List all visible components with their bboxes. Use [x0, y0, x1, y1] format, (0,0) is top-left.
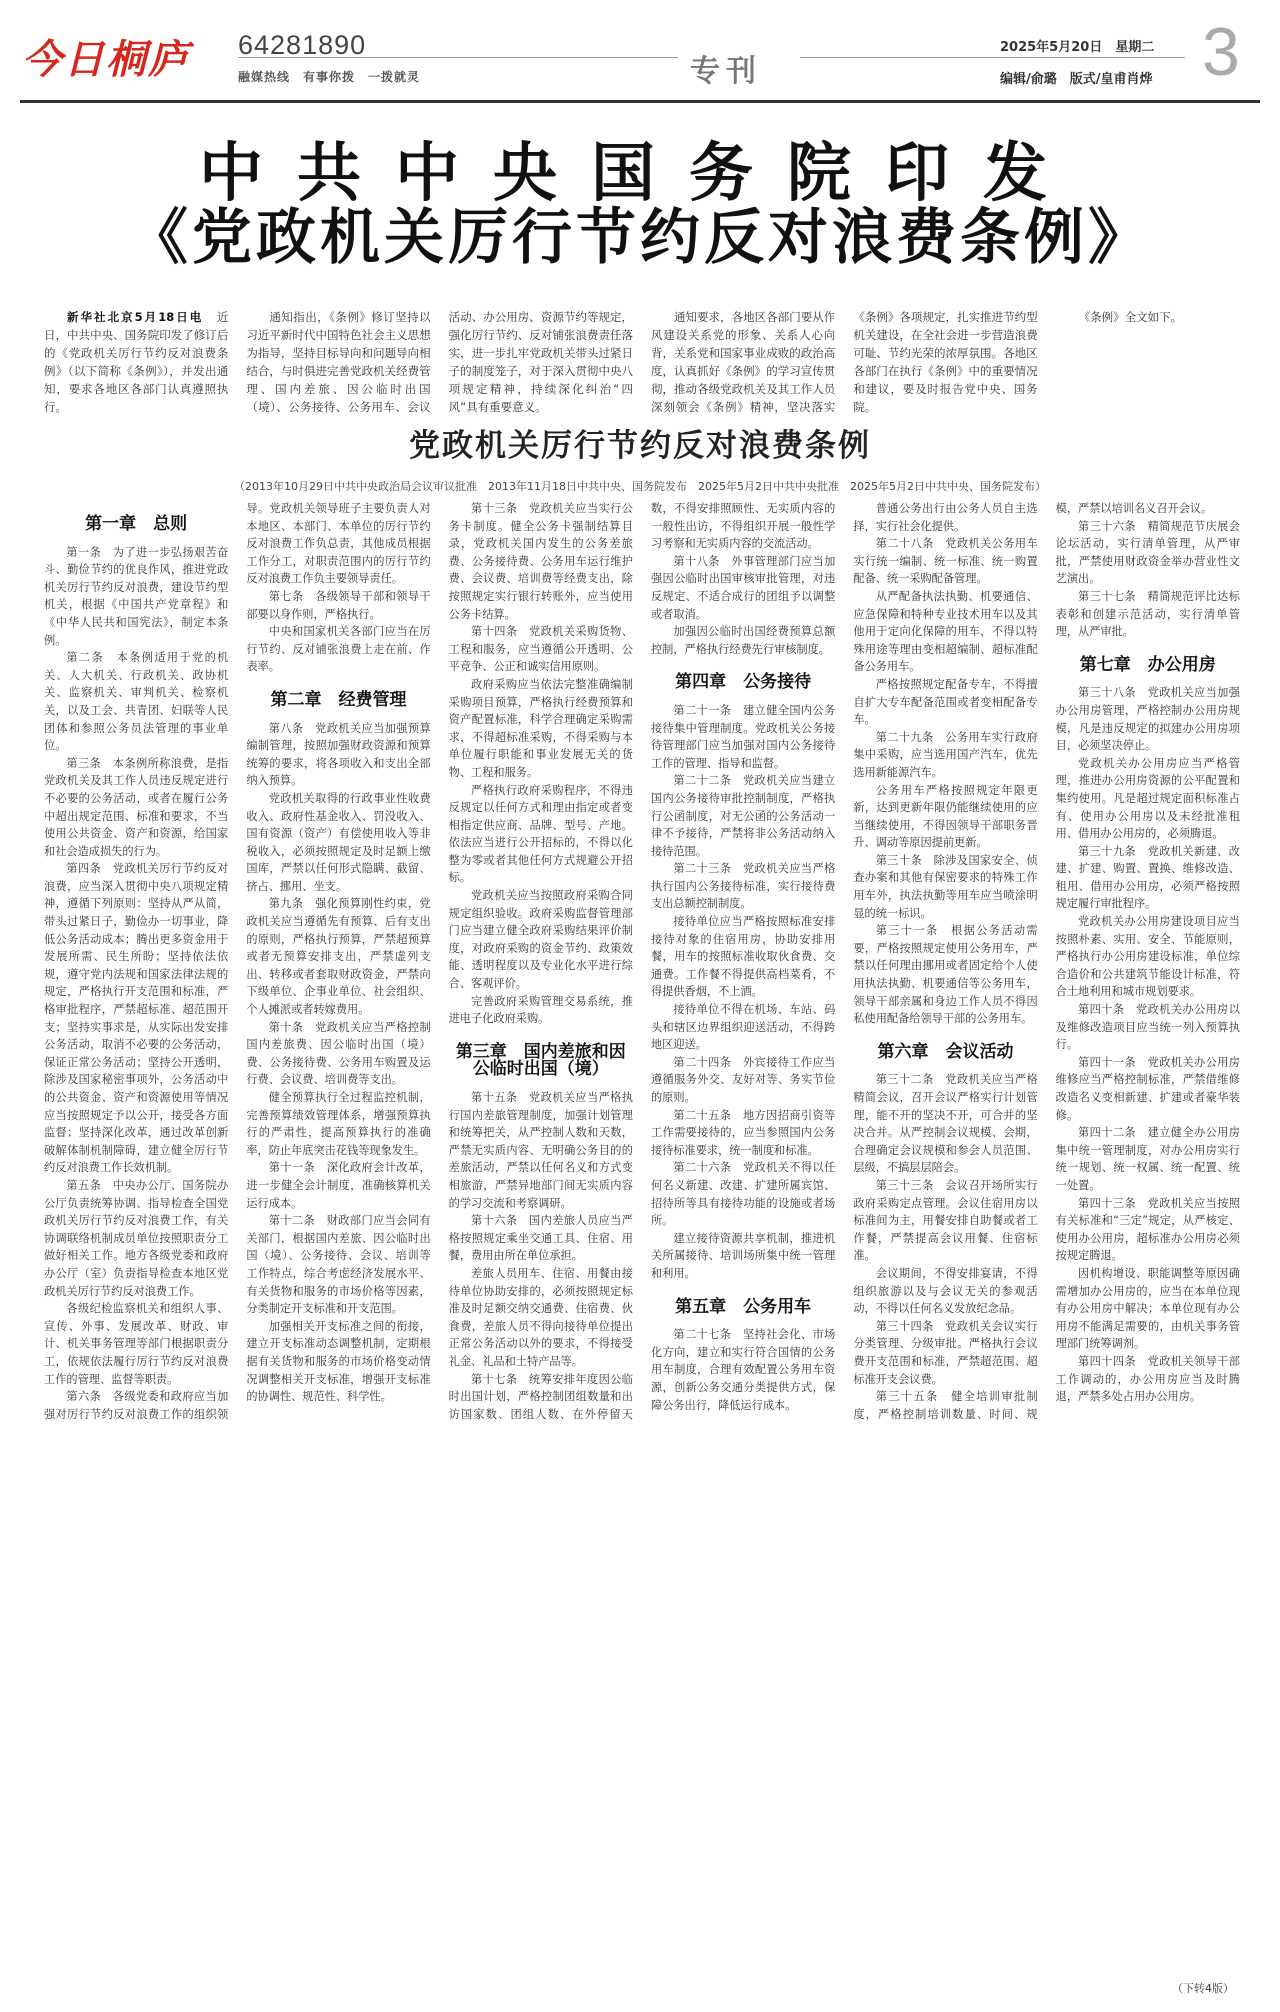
article-paragraph: 中央和国家机关各部门应当在厉行节约、反对铺张浪费上走在前、作表率。 [246, 625, 431, 674]
article-paragraph: 第三十七条 精简规范评比达标表彰和创建示范活动，实行清单管理，从严审批。 [1055, 589, 1240, 639]
article-paragraph: 第四条 党政机关厉行节约反对浪费，应当深入贯彻中央八项规定精神，遵循下列原则：坚持从严从简，带头过紧日子，勤俭办一切事业，降低公务活动成本；腾出更多资金用于发展所需、民生所盼；坚持依法依规，遵守党内法规和国家法律法规的规定，严格执行开支范围和标准，严格审批程序，严禁超标准、超范围开支；坚持实事求是，从实际出发安排公务活动，取消不必要的公务活动，保证正常公务活动；坚持公开透明，除涉及国家秘密事项外，公务活动中的公共资金、资产和资源使用等情况应当按照规定予以公开，接受各方面监督；坚持深化改革，通过改革创新破解体制机制障碍，建立健全厉行节约反对浪费工作长效机制。 [44, 862, 229, 1175]
article-paragraph: 政府采购应当依法完整准确编制采购项目预算，严格执行经费预算和资产配置标准，科学合理确定采购需求，不得超标准采购，不得采购与本单位履行职能和事业发展无关的货物、工程和服务。 [448, 677, 633, 779]
article-paragraph: 会议期间，不得安排宴请，不得组织旅游以及与会议无关的参观活动，不得以任何名义发放纪念品。 [853, 1266, 1038, 1316]
article-paragraph: 第十八条 外事管理部门应当加强因公临时出国审核审批管理，对违反规定、不适合成行的团组予以调整或者取消。 [650, 554, 836, 621]
article-paragraph: 第十五条 党政机关应当严格执行国内差旅管理制度，加强计划管理和统筹把关，从严控制人数和天数，严禁无实质内容、无明确公务目的的差旅活动，严禁以任何名义和方式变相旅游，严禁异地部门间无实质内容的学习交流和考察调研。 [448, 1091, 633, 1210]
article-paragraph: 接待单位不得在机场、车站、码头和辖区边界组织迎送活动，不得跨地区迎送。 [650, 1003, 836, 1052]
article-paragraph: 第十条 党政机关应当严格控制国内差旅费、因公临时出国（境）费、公务接待费、公务用车购置及运行费、会议费、培训费等支出。 [246, 1020, 431, 1087]
article-paragraph: 党政机关应当按照政府采购合同规定组织验收。政府采购监督管理部门应当建立健全政府采购结果评价制度，对政府采购的资金节约、政策效能、透明程度以及专业化水平进行综合、客观评价。 [448, 889, 633, 991]
news-intro [44, 308, 1240, 418]
article-paragraph: 第十七条 统筹安排年度因公临时出国计划，严格控制团组数量和出访国家数、团组人数、在外停留天数，不得安排照顾性、无实质内容的一般性出访，不得组织开展一般性学习考察和无实质内容的交流活动。 [448, 502, 836, 1421]
masthead [0, 0, 1280, 100]
chapter-heading: 第四章 公务接待 [675, 672, 812, 693]
article-paragraph: 第三十八条 党政机关应当加强办公用房管理，严格控制办公用房规模，凡是违反规定的拟建办公用房项目，必须坚决停止。 [1055, 686, 1240, 753]
chapter-heading: 第一章 总则 [85, 514, 188, 534]
chapter-heading: 第五章 公务用车 [675, 1296, 812, 1317]
article-paragraph: 完善政府采购管理交易系统，推进电子化政府采购。 [448, 994, 633, 1026]
article-paragraph: 第二十三条 党政机关应当严格执行国内公务接待标准，实行接待费支出总额控制制度。 [650, 862, 836, 911]
section-name: 专刊 [690, 54, 762, 89]
newspaper-logo: 今日桐庐 [22, 36, 190, 83]
headline-line-1: 中共中央国务院印发 [199, 136, 1081, 211]
continued-note: （下转4版） [1172, 1982, 1234, 1995]
article-paragraph: 第三条 本条例所称浪费，是指党政机关及其工作人员违反规定进行不必要的公务活动，或者在履行公务中超出规定范围、标准和要求，不当使用公共资金、资产和资源，给国家和社会造成损失的行为。 [44, 756, 229, 858]
intro-text: 近日，中共中央、国务院印发了修订后的《党政机关厉行节约反对浪费条例》（以下简称《条例》），并发出通知，要求各地区各部门认真遵照执行。 [44, 310, 229, 414]
regulation-subtitle: （2013年10月29日中共中央政治局会议审议批准 2013年11月18日中共中央、国务院发布 2025年5月2日中共中央批准 2025年5月2日中共中央、国务院发布） [234, 480, 1046, 493]
article-paragraph: 第二十九条 公务用车实行政府集中采购，应当选用国产汽车，优先选用新能源汽车。 [853, 730, 1038, 779]
article-paragraph: 第二十四条 外宾接待工作应当遵循服务外交、友好对等、务实节俭的原则。 [650, 1055, 836, 1104]
article-paragraph: 党政机关办公用房应当严格管理，推进办公用房资源的公平配置和集约使用。凡是超过规定面积标准占有、使用办公用房以及未经批准租用、借用办公用房的，必须腾退。 [1055, 756, 1240, 841]
article-paragraph: 各级纪检监察机关和组织人事、宣传、外事、发展改革、财政、审计、机关事务管理等部门根据职责分工，依规依法履行厉行节约反对浪费工作的管理、监督等职责。 [44, 1302, 229, 1386]
article-paragraph: 第六条 各级党委和政府应当加强对厉行节约反对浪费工作的组织领导。党政机关领导班子主要负责人对本地区、本部门、本单位的厉行节约反对浪费工作负总责，其他成员根据工作分工，对职责范围内的厉行节约反对浪费工作负主要领导责任。 [44, 502, 431, 1421]
intro-paragraph [1056, 308, 1240, 326]
chapter-heading: 第二章 经费管理 [270, 689, 407, 710]
article-paragraph: 接待单位应当严格按照标准安排接待对象的住宿用房，协助安排用餐，用车的按照标准收取伙食费、交通费。工作餐不得提供高档菜肴，不得提供香烟，不上酒。 [650, 915, 836, 999]
article-paragraph: 严格执行政府采购程序，不得违反规定以任何方式和理由指定或者变相指定供应商、品牌、型号、产地。依法应当进行公开招标的，不得以化整为零或者其他任何方式规避公开招标。 [448, 783, 633, 885]
hotline-number: 64281890 [238, 30, 367, 60]
intro-text: 通知指出，《条例》修订坚持以习近平新时代中国特色社会主义思想为指导，坚持目标导向和问题导向相结合，与时俱进完善党政机关经费管理、国内差旅、因公临时出国（境）、公务接待、公务用车、会议活动、办公用房、资源节约等规定，强化厉行节约、反对铺张浪费责任落实，进一步扎牢党政机关带头过紧日子的制度笼子，对于深入贯彻中央八项规定精神，持续深化纠治“四风”具有重要意义。 [246, 310, 633, 414]
article-paragraph: 第四十二条 建立健全办公用房集中统一管理制度，对办公用房实行统一规划、统一权属、统一配置、统一处置。 [1055, 1126, 1240, 1192]
article-paragraph: 第三十九条 党政机关新建、改建、扩建、购置、置换、维修改造、租用、借用办公用房，必须严格按照规定履行审批程序。 [1055, 844, 1240, 911]
page-number: 3 [1202, 14, 1240, 90]
article-paragraph: 建立接待资源共享机制，推进机关所属接待、培训场所集中统一管理和利用。 [650, 1231, 836, 1280]
article-paragraph: 第十六条 国内差旅人员应当严格按照规定乘坐交通工具、住宿、用餐，费用由所在单位承担。 [448, 1214, 633, 1263]
article-paragraph: 第三十四条 党政机关会议实行分类管理、分级审批。严格执行会议费开支范围和标准，严禁超范围、超标准开支会议费。 [853, 1319, 1038, 1386]
issue-date: 2025年5月20日 星期二 [1000, 40, 1155, 55]
hotline-slogan: 融媒热线 有事你拨 一拨就灵 [238, 70, 421, 84]
article-paragraph: 第三十五条 健全培训审批制度，严格控制培训数量、时间、规模，严禁以培训名义召开会议。 [853, 502, 1213, 1421]
chapter-heading: 第七章 办公用房 [1079, 654, 1216, 675]
article-paragraph: 普通公务出行由公务人员自主选择，实行社会化提供。 [853, 502, 1038, 533]
article-paragraph: 第三十六条 精简规范节庆展会论坛活动，实行清单管理，从严审批，严禁使用财政资金举办营业性文艺演出。 [1055, 519, 1240, 586]
article-paragraph: 差旅人员用车、住宿、用餐由接待单位协助安排的，必须按照规定标准及时足额交纳交通费、住宿费、伙食费，差旅人员不得向接待单位提出正常公务活动以外的要求，不得接受礼金、礼品和土特产品等。 [448, 1266, 633, 1368]
article-paragraph: 加强相关开支标准之间的衔接，建立开支标准动态调整机制，定期根据有关货物和服务的市场价格变动情况调整相关开支标准，增强开支标准的协调性、规范性、科学性。 [246, 1319, 431, 1404]
article-paragraph: 第八条 党政机关应当加强预算编制管理，按照加强财政资源和预算统筹的要求，将各项收入和支出全部纳入预算。 [246, 721, 431, 788]
intro-text: 通知要求，各地区各部门要从作风建设关系党的形象、关系人心向背，关系党和国家事业成败的政治高度，认真抓好《条例》的学习宣传贯彻，推动各级党政机关及其工作人员深刻领会《条例》精神，坚决落实《条例》各项规定，扎实推进节约型机关建设，在全社会进一步营造浪费可耻、节约光荣的浓厚氛围。各地区各部门在执行《条例》中的重要情况和建议，要及时报告党中央、国务院。 [650, 310, 1038, 414]
masthead-rule-right [800, 57, 1185, 58]
article-paragraph: 第七条 各级领导干部和领导干部要以身作则，严格执行。 [246, 589, 431, 621]
article-paragraph: 第一条 为了进一步弘扬艰苦奋斗、勤俭节约的优良作风，推进党政机关厉行节约反对浪费，建设节约型机关，根据《中国共产党章程》和《中华人民共和国宪法》，制定本条例。 [44, 545, 229, 647]
masthead-rule-left [238, 57, 678, 58]
article-paragraph: 第四十三条 党政机关应当按照有关标准和“三定”规定，从严核定、使用办公用房，超标准办公用房必须按规定腾退。 [1055, 1196, 1240, 1263]
article-paragraph: 第三十二条 党政机关应当严格精简会议，召开会议严格实行计划管理，能不开的坚决不开，可合并的坚决合并。从严控制会议规模、会期，合理确定会议规模和参会人员范围、层级，不搞层层陪会。 [853, 1073, 1038, 1175]
chapter-heading: 第六章 会议活动 [877, 1041, 1014, 1062]
article-paragraph: 从严配备执法执勤、机要通信、应急保障和特种专业技术用车以及其他用于定向化保障的用车，不得以特殊用途等理由变相超编制、超标准配备公务用车。 [853, 589, 1038, 674]
regulation-title: 党政机关厉行节约反对浪费条例 [409, 428, 871, 464]
article-paragraph: 党政机关办公用房建设项目应当按照朴素、实用、安全、节能原则，严格执行办公用房建设标准，单位综合造价和公共建筑节能设计标准，符合土地利用和城市规划要求。 [1055, 915, 1240, 999]
article-paragraph: 第十一条 深化政府会计改革，进一步健全会计制度，准确核算机关运行成本。 [246, 1161, 431, 1210]
article-paragraph: 第二十一条 建立健全国内公务接待集中管理制度。党政机关公务接待管理部门应当加强对国内公务接待工作的管理、指导和监督。 [650, 703, 836, 770]
article-paragraph: 第四十四条 党政机关领导干部工作调动的，办公用房应当及时腾退，严禁多处占用办公用房。 [1055, 1354, 1240, 1404]
article-paragraph: 党政机关取得的行政事业性收费收入、政府性基金收入、罚没收入、国有资源（资产）有偿使用收入等非税收入，必须按照规定及时足额上缴国库，严禁以任何形式隐瞒、截留、挤占、挪用、坐支。 [246, 791, 431, 893]
article-paragraph: 因机构增设、职能调整等原因确需增加办公用房的，应当在本单位现有办公用房中解决；本单位现有办公用房不能满足需要的，由机关事务管理部门统筹调剂。 [1055, 1266, 1240, 1351]
article-paragraph: 公务用车严格按照规定年限更新，达到更新年限仍能继续使用的应当继续使用，不得因领导干部职务晋升、调动等原因提前更新。 [853, 783, 1038, 850]
intro-text: 《条例》全文如下。 [1078, 310, 1183, 324]
intro-paragraph [246, 308, 633, 416]
article-paragraph: 第二十二条 党政机关应当建立国内公务接待审批控制制度，严格执行公函制度，对无公函的公务活动一律不予接待，严禁将非公务活动纳入接待范围。 [650, 774, 836, 858]
article-paragraph: 第四十一条 党政机关办公用房维修应当严格控制标准，严禁借维修改造名义变相新建、扩建或者豪华装修。 [1055, 1055, 1240, 1122]
article-paragraph: 健全预算执行全过程监控机制，完善预算绩效管理体系，增强预算执行的严肃性，提高预算执行的准确率，防止年底突击花钱等现象发生。 [246, 1091, 431, 1157]
article-paragraph: 第三十条 除涉及国家安全、侦查办案和其他有保密要求的特殊工作用车外，执法执勤等用车应当喷涂明显的统一标识。 [853, 853, 1038, 920]
chapter-heading: 第三章 国内差旅和因公临时出国（境） [455, 1041, 626, 1080]
article-paragraph: 第五条 中央办公厅、国务院办公厅负责统筹协调、指导检查全国党政机关厉行节约反对浪费工作，有关协调联络机制成员单位按照职责分工做好相关工作。地方各级党委和政府办公厅（室）负责指导检查本地区党政机关厉行节约反对浪费工作。 [44, 1178, 229, 1298]
article-paragraph: 加强因公临时出国经费预算总额控制，严格执行经费先行审核制度。 [650, 625, 836, 656]
article-paragraph: 第三十三条 会议召开场所实行政府采购定点管理。会议住宿用房以标准间为主，用餐安排自助餐或者工作餐，严禁提高会议用餐、住宿标准。 [853, 1178, 1038, 1263]
article-paragraph: 第十三条 党政机关应当实行公务卡制度。健全公务卡强制结算目录，党政机关国内发生的公务差旅费、公务接待费、公务用车运行维护费、会议费、培训费等经费支出，除按照规定实行银行转账外，应当使用公务卡结算。 [448, 502, 633, 621]
article-paragraph: 第二十六条 党政机关不得以任何名义新建、改建、扩建所属宾馆、招待所等具有接待功能的设施或者场所。 [650, 1161, 836, 1228]
editor-credits: 编辑/俞璐 版式/皇甫肖烨 [1000, 72, 1153, 87]
article-paragraph: 严格按照规定配备专车，不得擅自扩大专车配备范围或者变相配备专车。 [853, 677, 1038, 727]
masthead-divider [20, 100, 1260, 103]
article-paragraph: 第十四条 党政机关采购货物、工程和服务，应当遵循公开透明、公平竞争、公正和诚实信用原则。 [448, 625, 633, 674]
intro-paragraph [44, 308, 228, 416]
article-paragraph: 第九条 强化预算刚性约束，党政机关应当遵循先有预算、后有支出的原则，严格执行预算，严禁超预算或者无预算安排支出，严禁虚列支出、转移或者套取财政资金，严禁向下级单位、企事业单位、社会组织、个人摊派或者转嫁费用。 [246, 897, 431, 1017]
article-paragraph: 第二十五条 地方因招商引资等工作需要接待的，应当参照国内公务接待标准要求，统一制度和标准。 [650, 1108, 836, 1157]
article-paragraph: 第二十八条 党政机关公务用车实行统一编制、统一标准、统一购置配备、统一采购配备管理。 [853, 537, 1038, 586]
article-paragraph: 第二条 本条例适用于党的机关、人大机关、行政机关、政协机关、监察机关、审判机关、检察机关，以及工会、共青团、妇联等人民团体和参照公务员法管理的事业单位。 [44, 651, 229, 753]
intro-paragraph [651, 308, 1038, 416]
article-paragraph: 第十二条 财政部门应当会同有关部门，根据国内差旅、因公临时出国（境）、公务接待、会议、培训等工作特点，综合考虑经济发展水平、有关货物和服务的市场价格等因素，分类制定开支标准和开支范围。 [246, 1214, 431, 1316]
article-paragraph: 第三十一条 根据公务活动需要，严格按照规定使用公务用车，严禁以任何理由挪用或者固定给个人使用执法执勤、机要通信等公务用车，领导干部亲属和身边工作人员不得因私使用配备给领导干部的公务用车。 [853, 924, 1038, 1026]
article-paragraph: 第四十条 党政机关办公用房以及维修改造项目应当统一列入预算执行。 [1055, 1003, 1240, 1052]
regulation-body [44, 500, 1240, 1970]
article-paragraph: 第二十七条 坚持社会化、市场化方向，建立和实行符合国情的公务用车制度，合理有效配置公务用车资源，创新公务交通分类提供方式，保障公务出行，降低运行成本。 [650, 1328, 836, 1412]
headline-line-2: 《党政机关厉行节约反对浪费条例》 [128, 203, 1152, 273]
dateline: 新华社北京5月18日电 [67, 310, 204, 324]
